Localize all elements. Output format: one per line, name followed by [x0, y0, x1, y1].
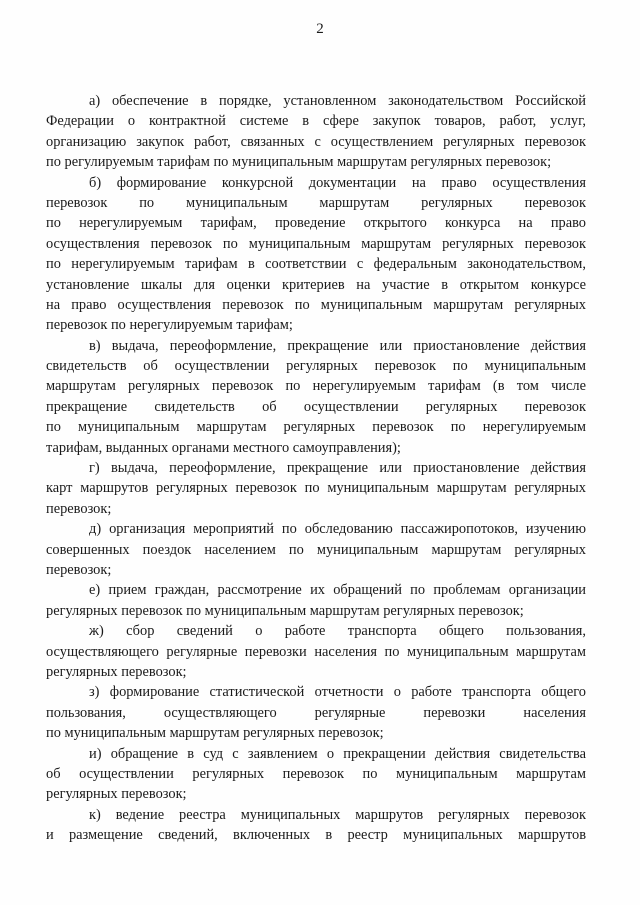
text-line: б) формирование конкурсной документации на право осуществления — [89, 174, 586, 191]
text-line: з) формирование статистической отчетности о работе транспорта общего — [89, 684, 586, 701]
document-body — [46, 91, 586, 845]
text-line: об осуществлении регулярных перевозок по муниципальным маршрутам — [46, 765, 586, 782]
paragraph — [46, 91, 586, 173]
paragraph — [46, 744, 586, 805]
text-line: к) ведение реестра муниципальных маршрутов регулярных перевозок — [89, 806, 586, 823]
paragraph — [46, 519, 586, 580]
text-line: по регулируемым тарифам по муниципальным маршрутам регулярных перевозок; — [46, 154, 552, 171]
text-line: тарифам, выданных органами местного самоуправления); — [46, 439, 401, 456]
paragraph — [46, 805, 586, 846]
text-line: карт маршрутов регулярных перевозок по муниципальным маршрутам регулярных — [46, 480, 586, 497]
text-line: е) прием граждан, рассмотрение их обращений по проблемам организации — [89, 582, 586, 599]
paragraph — [46, 458, 586, 519]
paragraph — [46, 173, 586, 336]
text-line: по нерегулируемым тарифам в соответствии с федеральным законодательством, — [46, 256, 586, 273]
text-line: регулярных перевозок; — [46, 663, 187, 680]
text-line: пользования, осуществляющего регулярные перевозки населения — [46, 704, 586, 721]
text-line: ж) сбор сведений о работе транспорта общего пользования, — [89, 623, 586, 640]
text-line: перевозок; — [46, 561, 112, 578]
text-line: перевозок по муниципальным маршрутам регулярных перевозок — [46, 194, 586, 211]
text-line: осуществляющего регулярные перевозки населения по муниципальным маршрутам — [46, 643, 586, 660]
text-line: установление шкалы для оценки критериев на участие в открытом конкурсе — [46, 276, 586, 293]
text-line: маршрутам регулярных перевозок по нерегулируемым тарифам (в том числе — [46, 378, 586, 395]
text-line: по нерегулируемым тарифам, проведение открытого конкурса на право — [46, 215, 586, 232]
text-line: регулярных перевозок по муниципальным маршрутам регулярных перевозок; — [46, 602, 524, 619]
paragraph — [46, 682, 586, 743]
text-line: и размещение сведений, включенных в реестр муниципальных маршрутов — [46, 827, 586, 844]
text-line: перевозок по нерегулируемым тарифам; — [46, 317, 293, 334]
text-line: прекращение свидетельств об осуществлении регулярных перевозок — [46, 398, 586, 415]
text-line: по муниципальным маршрутам регулярных перевозок по нерегулируемым — [46, 419, 586, 436]
paragraph — [46, 580, 586, 621]
page-number: 2 — [316, 21, 324, 37]
text-line: совершенных поездок населением по муниципальным маршрутам регулярных — [46, 541, 586, 558]
text-line: а) обеспечение в порядке, установленном законодательством Российской — [89, 93, 586, 109]
text-line: осуществления перевозок по муниципальным маршрутам регулярных перевозок — [46, 235, 586, 252]
text-line: по муниципальным маршрутам регулярных перевозок; — [46, 725, 384, 742]
text-line: организацию закупок работ, связанных с осуществлением регулярных перевозок — [46, 133, 586, 150]
paragraph — [46, 621, 586, 682]
text-line: в) выдача, переоформление, прекращение или приостановление действия — [89, 337, 586, 354]
paragraph — [46, 336, 586, 458]
text-line: перевозок; — [46, 500, 112, 517]
text-line: на право осуществления перевозок по муниципальным маршрутам регулярных — [46, 296, 586, 313]
text-line: и) обращение в суд с заявлением о прекращении действия свидетельства — [89, 745, 586, 762]
text-line: свидетельств об осуществлении регулярных перевозок по муниципальным — [46, 358, 586, 375]
text-line: г) выдача, переоформление, прекращение или приостановление действия — [89, 460, 586, 477]
text-line: регулярных перевозок; — [46, 786, 187, 803]
text-line: Федерации о контрактной системе в сфере закупок товаров, работ, услуг, — [46, 113, 586, 130]
text-line: д) организация мероприятий по обследованию пассажиропотоков, изучению — [89, 521, 586, 538]
